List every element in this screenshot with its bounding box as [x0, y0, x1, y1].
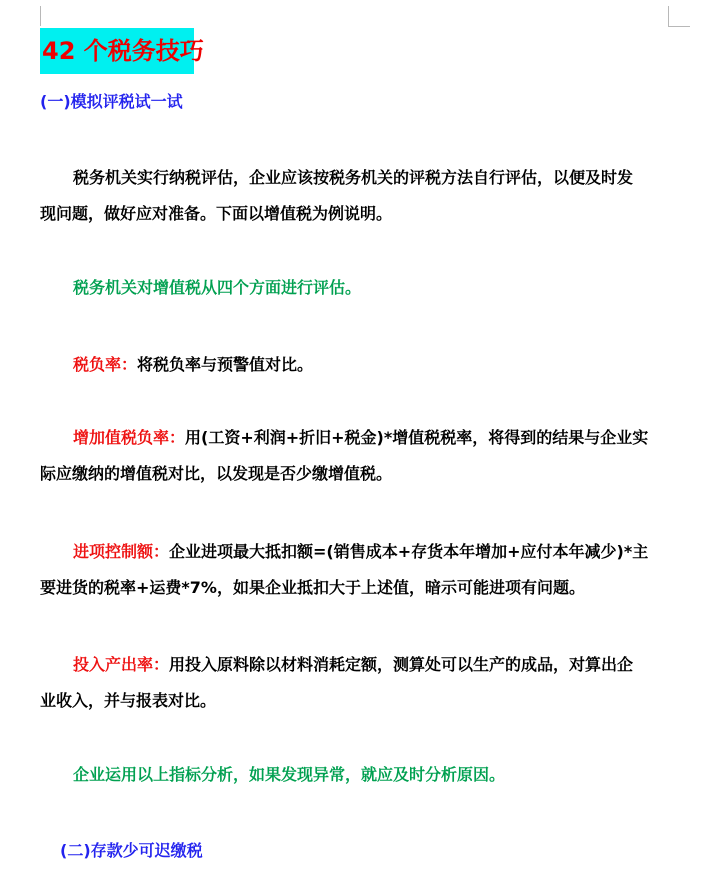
section-heading-2: (二)存款少可迟缴税	[60, 841, 203, 860]
term-label: 进项控制额：	[73, 542, 170, 561]
paragraph-intro	[40, 160, 670, 232]
paragraph-line: 税务机关实行纳税评估，企业应该按税务机关的评税方法自行评估，以便及时发	[73, 168, 634, 187]
term-description: 用(工资+利润+折旧+税金)*增值税税率，将得到的结果与企业实	[185, 428, 649, 447]
paragraph-input-output-ratio	[40, 647, 670, 719]
document-title: 42 个税务技巧	[40, 28, 194, 74]
paragraph-tax-burden-rate	[40, 347, 670, 383]
paragraph-value-added-tax-rate	[40, 420, 670, 492]
paragraph-input-control	[40, 534, 670, 606]
paragraph-line: 税务机关对增值税从四个方面进行评估。	[73, 278, 362, 297]
paragraph-line: 业收入，并与报表对比。	[40, 691, 217, 710]
section-heading-1: (一)模拟评税试一试	[40, 92, 183, 111]
term-description: 用投入原料除以材料消耗定额，测算处可以生产的成品，对算出企	[169, 655, 634, 674]
term-label: 增加值税负率：	[73, 428, 186, 447]
paragraph-line: 际应缴纳的增值税对比，以发现是否少缴增值税。	[40, 464, 393, 483]
paragraph-line: 现问题，做好应对准备。下面以增值税为例说明。	[40, 204, 393, 223]
page-corner-mark-left	[40, 6, 41, 26]
paragraph-conclusion	[40, 757, 670, 793]
paragraph-four-aspects	[40, 270, 670, 306]
term-description: 企业进项最大抵扣额=(销售成本+存货本年增加+应付本年减少)*主	[169, 542, 649, 561]
page-corner-mark-right	[668, 6, 690, 27]
paragraph-line: 企业运用以上指标分析，如果发现异常，就应及时分析原因。	[73, 765, 506, 784]
paragraph-line: 要进货的税率+运费*7%，如果企业抵扣大于上述值，暗示可能进项有问题。	[40, 578, 585, 597]
term-label: 税负率：	[73, 355, 138, 374]
term-label: 投入产出率：	[73, 655, 170, 674]
term-description: 将税负率与预警值对比。	[137, 355, 314, 374]
